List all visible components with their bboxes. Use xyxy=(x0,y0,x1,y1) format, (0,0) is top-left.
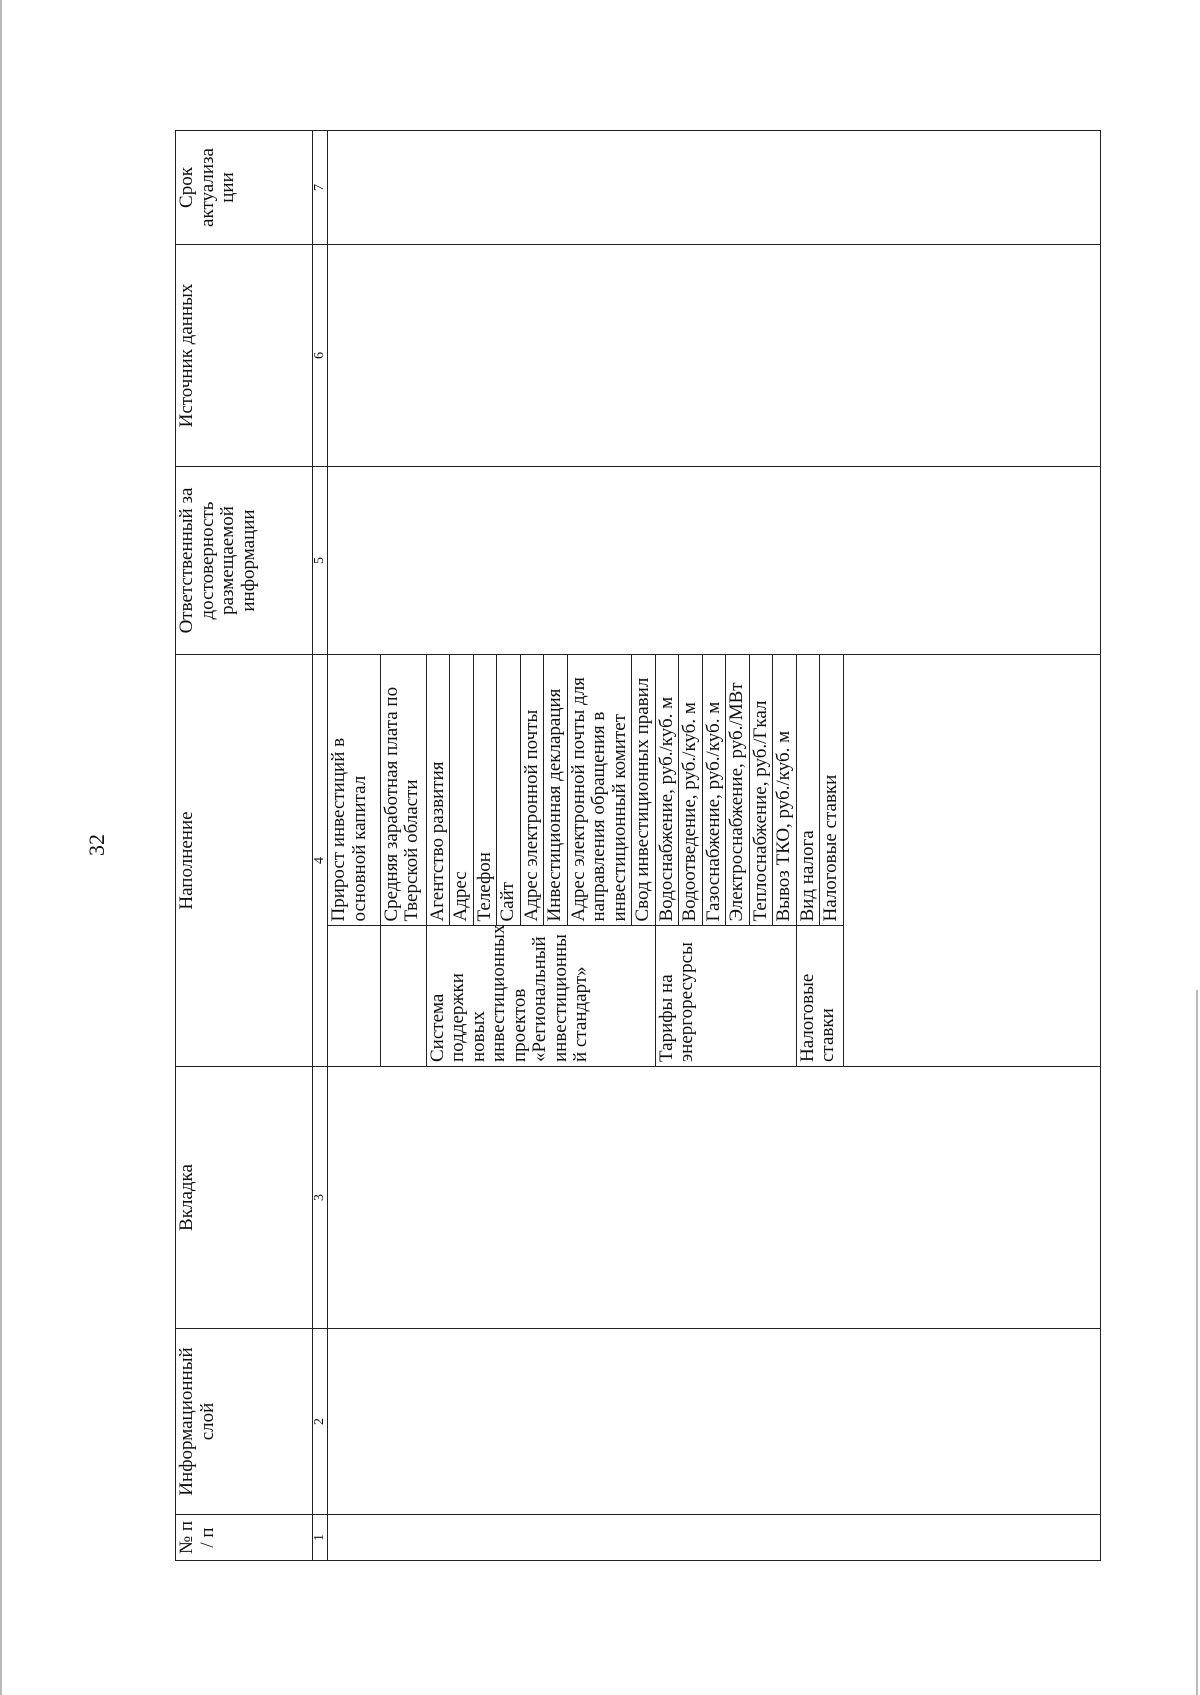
column-number: 7 xyxy=(313,131,328,245)
list-item xyxy=(380,654,426,1066)
content-group: Тарифы на энергоресурсы xyxy=(655,926,796,1066)
content-cell xyxy=(328,655,1101,1067)
scan-edge-left xyxy=(0,0,2,1695)
data-table xyxy=(175,130,1101,1561)
column-number: 2 xyxy=(313,1329,328,1515)
content-group-empty xyxy=(380,926,426,1066)
header-source: Источник данных xyxy=(176,245,313,467)
content-item: Вывоз ТКО, руб./куб. м xyxy=(773,654,797,926)
tab-cell xyxy=(328,1067,1101,1329)
rotated-table-wrapper xyxy=(175,131,1100,1561)
content-item: Средняя заработная плата по Тверской области xyxy=(380,654,426,926)
responsible-cell xyxy=(328,467,1101,655)
content-item: Телефон xyxy=(473,654,497,926)
content-item: Газоснабжение, руб./куб. м xyxy=(702,654,726,926)
content-item: Адрес электронной почты xyxy=(520,654,544,926)
content-subtable xyxy=(328,654,844,1066)
column-number: 3 xyxy=(313,1067,328,1329)
header-info-layer: Информационный слой xyxy=(176,1329,313,1515)
update-period-cell xyxy=(328,131,1101,245)
column-number: 5 xyxy=(313,467,328,655)
content-item: Налоговые ставки xyxy=(820,654,844,926)
header-tab: Вкладка xyxy=(176,1067,313,1329)
content-item: Прирост инвестиций в основной капитал xyxy=(328,654,380,926)
content-item: Адрес электронной почты для направления обращения в инвестиционный комитет xyxy=(567,654,632,926)
column-number-row xyxy=(313,131,328,1561)
header-number: № п / п xyxy=(176,1515,313,1561)
source-cell xyxy=(328,245,1101,467)
content-group: Система поддержки новых инвестиционных проектов «Региональный инвестиционны й стандарт» xyxy=(426,926,655,1066)
content-item: Сайт xyxy=(497,654,521,926)
list-item xyxy=(796,654,820,1066)
content-item: Водоснабжение, руб./куб. м xyxy=(655,654,679,926)
info-layer-cell xyxy=(328,1329,1101,1515)
page-number: 32 xyxy=(84,834,109,856)
column-number: 4 xyxy=(313,655,328,1067)
content-item: Теплоснабжение, руб./Гкал xyxy=(749,654,773,926)
table-body-row xyxy=(328,131,1101,1561)
content-item: Адрес xyxy=(450,654,474,926)
list-item xyxy=(655,654,679,1066)
header-row xyxy=(176,131,313,1561)
scan-edge-right xyxy=(1196,990,1198,1695)
content-item: Инвестиционная декларация xyxy=(544,654,568,926)
number-cell xyxy=(328,1515,1101,1561)
content-item: Вид налога xyxy=(796,654,820,926)
header-content: Наполнение xyxy=(176,655,313,1067)
content-group-empty xyxy=(328,926,380,1066)
content-group: Налоговые ставки xyxy=(796,926,843,1066)
header-responsible: Ответственный за достоверность размещаемой информации xyxy=(176,467,313,655)
list-item xyxy=(328,654,380,1066)
list-item xyxy=(426,654,450,1066)
header-update-period: Срок актуализа ции xyxy=(176,131,313,245)
content-item: Свод инвестиционных правил xyxy=(632,654,656,926)
content-item: Электроснабжение, руб./МВт xyxy=(726,654,750,926)
content-item: Агентство развития xyxy=(426,654,450,926)
content-item: Водоотведение, руб./куб. м xyxy=(679,654,703,926)
column-number: 1 xyxy=(313,1515,328,1561)
column-number: 6 xyxy=(313,245,328,467)
